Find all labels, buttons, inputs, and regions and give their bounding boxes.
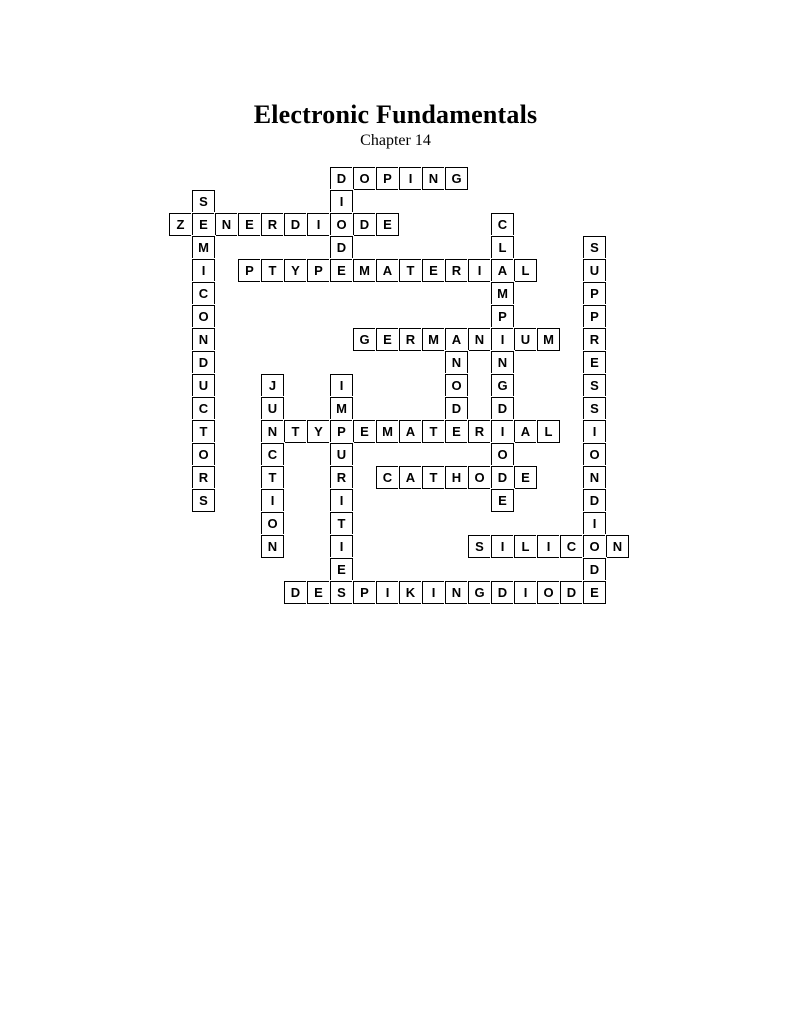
crossword-cell: L [537, 420, 560, 443]
crossword-cell: M [353, 259, 376, 282]
crossword-cell: I [422, 581, 445, 604]
crossword-cell: S [468, 535, 491, 558]
crossword-cell: A [445, 328, 468, 351]
crossword-cell: S [192, 489, 215, 512]
crossword-cell: I [376, 581, 399, 604]
crossword-cell: O [583, 443, 606, 466]
crossword-cell: T [422, 420, 445, 443]
crossword-cell: E [376, 213, 399, 236]
crossword-cell: C [491, 213, 514, 236]
crossword-cell: Z [169, 213, 192, 236]
crossword-cell: S [583, 397, 606, 420]
crossword-cell: D [330, 236, 353, 259]
crossword-cell: E [583, 351, 606, 374]
crossword-cell: T [330, 512, 353, 535]
crossword-cell: N [445, 581, 468, 604]
crossword-cell: D [284, 581, 307, 604]
crossword-cell: O [445, 374, 468, 397]
crossword-cell: I [468, 259, 491, 282]
crossword-cell: P [583, 305, 606, 328]
crossword-cell: M [422, 328, 445, 351]
crossword-cell: D [560, 581, 583, 604]
crossword-cell: M [376, 420, 399, 443]
crossword-cell: N [468, 328, 491, 351]
crossword-cell: D [491, 581, 514, 604]
crossword-cell: O [468, 466, 491, 489]
crossword-cell: O [330, 213, 353, 236]
crossword-cell: L [514, 535, 537, 558]
crossword-cell: C [376, 466, 399, 489]
crossword-cell: I [583, 512, 606, 535]
crossword-cell: E [330, 558, 353, 581]
crossword-cell: T [284, 420, 307, 443]
crossword-cell: E [238, 213, 261, 236]
crossword-cell: T [399, 259, 422, 282]
crossword-cell: P [330, 420, 353, 443]
crossword-cell: E [491, 489, 514, 512]
crossword-cell: I [537, 535, 560, 558]
crossword-cell: E [353, 420, 376, 443]
crossword-cell: D [445, 397, 468, 420]
crossword-cell: I [261, 489, 284, 512]
crossword-cell: N [261, 420, 284, 443]
crossword-cell: I [330, 489, 353, 512]
crossword-cell: G [445, 167, 468, 190]
crossword-cell: U [192, 374, 215, 397]
crossword-cell: N [491, 351, 514, 374]
crossword-cell: R [261, 213, 284, 236]
crossword-cell: A [491, 259, 514, 282]
crossword-cell: N [606, 535, 629, 558]
crossword-cell: T [422, 466, 445, 489]
crossword-cell: G [353, 328, 376, 351]
crossword-cell: R [468, 420, 491, 443]
crossword-cell: A [399, 420, 422, 443]
page-subtitle: Chapter 14 [360, 132, 431, 149]
crossword-cell: I [330, 190, 353, 213]
crossword-cell: O [537, 581, 560, 604]
crossword-cell: I [491, 328, 514, 351]
crossword-cell: C [261, 443, 284, 466]
crossword-cell: P [353, 581, 376, 604]
crossword-cell: P [376, 167, 399, 190]
crossword-cell: O [192, 305, 215, 328]
crossword-cell: E [514, 466, 537, 489]
crossword-cell: D [583, 489, 606, 512]
crossword-cell: O [261, 512, 284, 535]
crossword-cell: U [261, 397, 284, 420]
crossword-cell: D [491, 466, 514, 489]
crossword-cell: D [353, 213, 376, 236]
crossword-cell: K [399, 581, 422, 604]
crossword-cell: D [583, 558, 606, 581]
crossword-cell: A [399, 466, 422, 489]
crossword-cell: E [330, 259, 353, 282]
crossword-cell: Y [307, 420, 330, 443]
crossword-cell: J [261, 374, 284, 397]
crossword-cell: M [537, 328, 560, 351]
crossword-cell: I [399, 167, 422, 190]
crossword-cell: E [307, 581, 330, 604]
crossword-cell: N [261, 535, 284, 558]
crossword-cell: M [192, 236, 215, 259]
crossword-cell: M [491, 282, 514, 305]
crossword-cell: E [445, 420, 468, 443]
crossword-cell: M [330, 397, 353, 420]
crossword-cell: D [192, 351, 215, 374]
crossword-cell: R [192, 466, 215, 489]
crossword-cell: T [261, 259, 284, 282]
crossword-cell: R [399, 328, 422, 351]
crossword-cell: I [192, 259, 215, 282]
crossword-cell: I [514, 581, 537, 604]
crossword-cell: E [192, 213, 215, 236]
crossword-cell: P [238, 259, 261, 282]
crossword-cell: U [583, 259, 606, 282]
crossword-cell: I [491, 420, 514, 443]
crossword-cell: N [583, 466, 606, 489]
crossword-cell: C [192, 397, 215, 420]
crossword-cell: S [330, 581, 353, 604]
crossword-cell: N [445, 351, 468, 374]
crossword-cell: U [514, 328, 537, 351]
crossword-cell: G [468, 581, 491, 604]
crossword-cell: U [330, 443, 353, 466]
crossword-cell: I [330, 535, 353, 558]
crossword-cell: S [583, 236, 606, 259]
crossword-cell: P [491, 305, 514, 328]
crossword-cell: T [261, 466, 284, 489]
crossword-cell: I [583, 420, 606, 443]
crossword-cell: Y [284, 259, 307, 282]
page-title: Electronic Fundamentals [253, 100, 538, 129]
crossword-cell: L [514, 259, 537, 282]
crossword-cell: P [307, 259, 330, 282]
crossword-cell: R [330, 466, 353, 489]
crossword-cell: R [445, 259, 468, 282]
crossword-cell: G [491, 374, 514, 397]
crossword-cell: O [583, 535, 606, 558]
crossword-cell: N [192, 328, 215, 351]
crossword-cell: I [307, 213, 330, 236]
crossword-cell: L [491, 236, 514, 259]
crossword-cell: I [330, 374, 353, 397]
crossword-cell: S [192, 190, 215, 213]
crossword-cell: D [330, 167, 353, 190]
crossword-cell: T [192, 420, 215, 443]
crossword-cell: N [422, 167, 445, 190]
crossword-cell: A [514, 420, 537, 443]
crossword-cell: P [583, 282, 606, 305]
crossword-cell: E [376, 328, 399, 351]
crossword-cell: E [583, 581, 606, 604]
crossword-cell: O [353, 167, 376, 190]
crossword-cell: D [491, 397, 514, 420]
crossword-cell: I [491, 535, 514, 558]
crossword-cell: N [215, 213, 238, 236]
crossword-cell: D [284, 213, 307, 236]
crossword-cell: C [192, 282, 215, 305]
crossword-cell: S [583, 374, 606, 397]
crossword-cell: O [192, 443, 215, 466]
crossword-cell: R [583, 328, 606, 351]
crossword-cell: C [560, 535, 583, 558]
crossword-cell: A [376, 259, 399, 282]
crossword-cell: O [491, 443, 514, 466]
crossword-cell: H [445, 466, 468, 489]
crossword-cell: E [422, 259, 445, 282]
